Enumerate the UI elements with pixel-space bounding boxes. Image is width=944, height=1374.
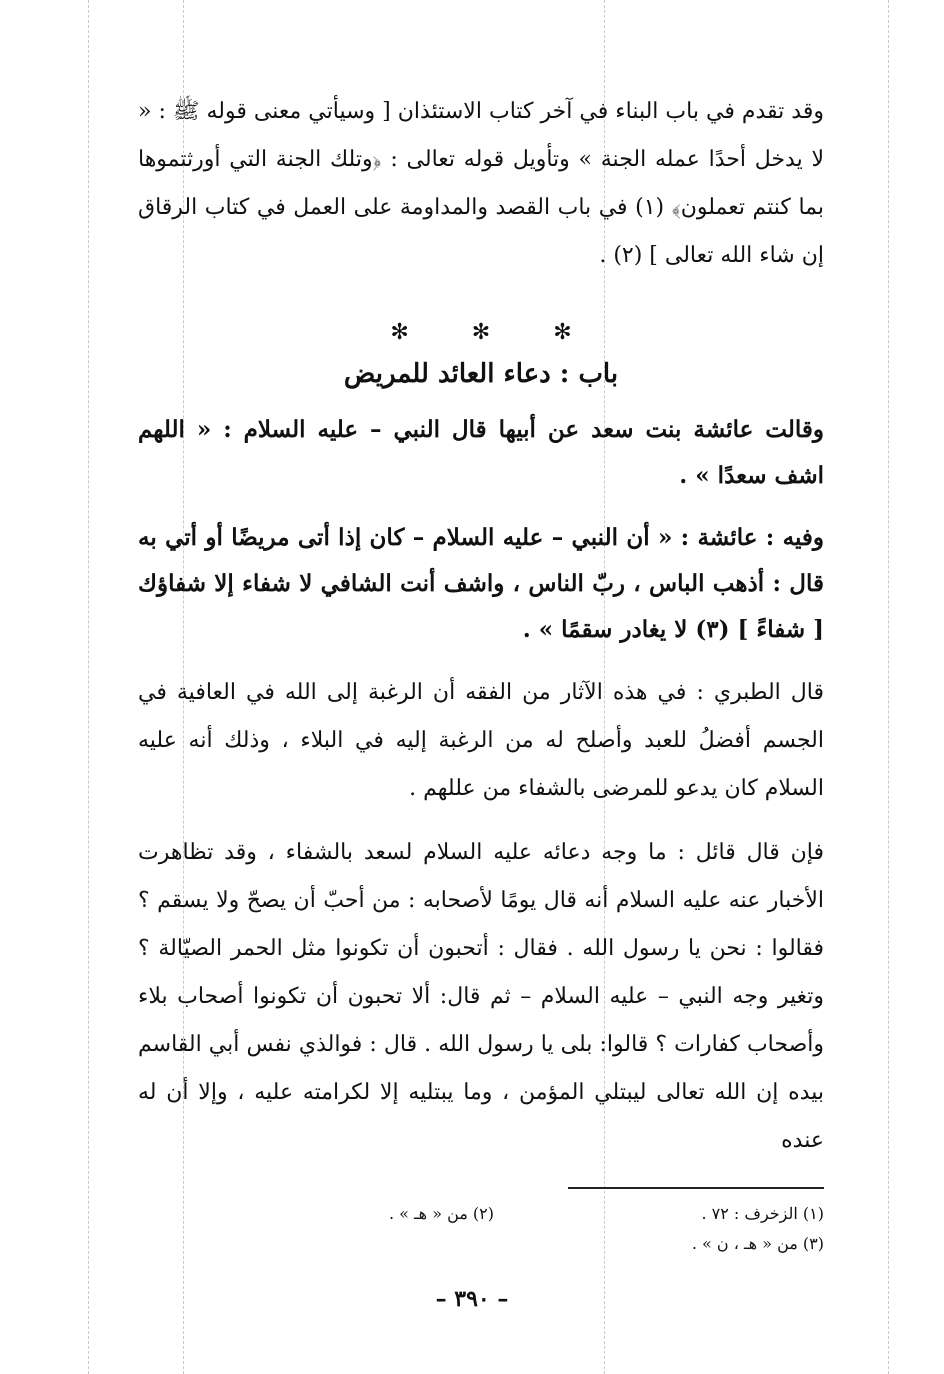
page-number: – ٣٩٠ – bbox=[435, 1286, 509, 1312]
section-separator bbox=[138, 320, 824, 345]
footnote-2: (٢) من « هـ » . bbox=[388, 1204, 494, 1223]
footnotes bbox=[138, 1199, 824, 1259]
page-body bbox=[138, 88, 824, 1259]
star-ornament-icon: ✻ bbox=[471, 320, 491, 345]
star-ornament-icon: ✻ bbox=[390, 320, 409, 345]
footnote-row bbox=[138, 1229, 824, 1259]
hadith-paragraph-2: وفيه : عائشة : « أن النبي – عليه السلام – كان إذا أتى مريضًا أو أتي به قال : أذهب الباس ، ربّ الناس ، واشف أنت الشافي لا شفاء إلا شفاؤك [ شفاءً ] (٣) لا يغادر سقمًا » . bbox=[138, 524, 824, 643]
star-ornament-icon: ✻ bbox=[553, 320, 572, 345]
margin-guide-line bbox=[88, 0, 89, 1374]
tabari-paragraph: قال الطبري : في هذه الآثار من الفقه أن الرغبة إلى الله في العافية في الجسم أفضلُ للعبد وأصلح له من الرغبة إليه في البلاء ، وذلك أنه عليه السلام كان يدعو للمرضى بالشفاء من عللهم . bbox=[138, 680, 824, 801]
chapter-heading: باب : دعاء العائد للمريض bbox=[343, 359, 619, 389]
question-paragraph: فإن قال قائل : ما وجه دعائه عليه السلام لسعد بالشفاء ، وقد تظاهرت الأخبار عنه عليه السلام أنه قال يومًا لأصحابه : من أحبّ أن يصحّ ولا يسقم ؟ فقالوا : نحن يا رسول الله . فقال : أتحبون أن تكونوا مثل الحمر الصيّالة ؟ وتغير وجه النبي – عليه السلام – ثم قال: ألا تحبون أن تكونوا أصحاب بلاء وأصحاب كفارات ؟ قالوا: بلى يا رسول الله . قال : فوالذي نفس أبي القاسم بيده إن الله تعالى ليبتلي المؤمن ، وما يبتليه إلا لكرامته عليه ، وإلا أن له عنده bbox=[138, 840, 824, 1153]
footnote-3: (٣) من « هـ ، ن » . bbox=[691, 1234, 824, 1253]
footnote-1: (١) الزخرف : ٧٢ . bbox=[701, 1204, 824, 1223]
margin-guide-line bbox=[888, 0, 889, 1374]
hadith-paragraph-1: وقالت عائشة بنت سعد عن أبيها قال النبي – عليه السلام : « اللهم اشف سعدًا » . bbox=[138, 416, 825, 489]
footnote-row bbox=[138, 1199, 824, 1229]
intro-paragraph: وقد تقدم في باب البناء في آخر كتاب الاستئذان [ وسيأتي معنى قوله ﷺ : « لا يدخل أحدًا عمله الجنة » وتأويل قوله تعالى : ﴿وتلك الجنة التي أورثتموها بما كنتم تعملون﴾ (١) في باب القصد والمداومة على العمل في كتاب الرقاق إن شاء الله تعالى ] (٢) . bbox=[138, 99, 825, 268]
footnote-divider bbox=[568, 1187, 824, 1189]
